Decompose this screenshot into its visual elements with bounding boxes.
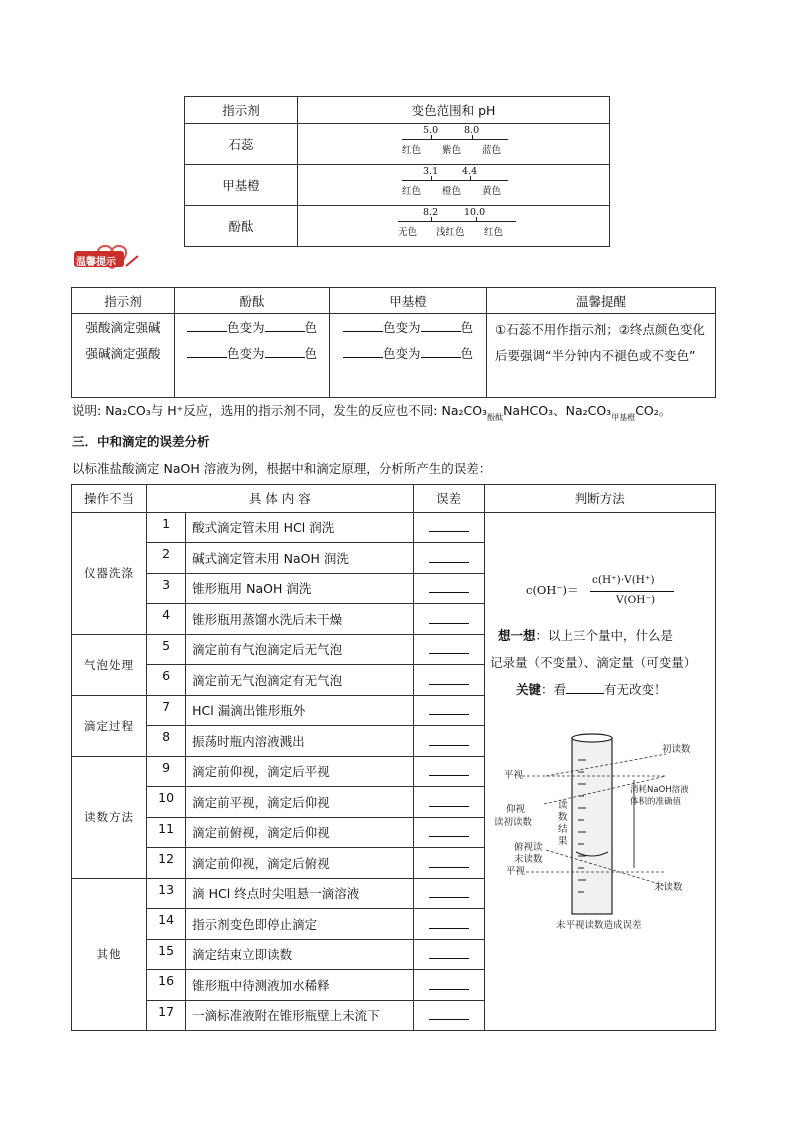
indicator-name: 石蕊 <box>185 124 298 165</box>
diagram-label: 平视 <box>504 770 524 781</box>
answer-blank[interactable] <box>265 345 305 358</box>
error-cell <box>413 970 484 1001</box>
header-indicator: 指示剂 <box>72 288 175 314</box>
row-content: 滴定前无气泡滴定有无气泡 <box>186 665 413 696</box>
row-number: 9 <box>147 756 186 787</box>
row-number: 5 <box>147 634 186 665</box>
judgment-panel <box>486 512 714 984</box>
error-cell <box>413 634 484 665</box>
answer-blank[interactable] <box>429 855 469 868</box>
color-change-cell <box>175 314 330 340</box>
color-label: 紫色 <box>442 145 462 156</box>
header-range: 变色范围和 pH <box>298 97 610 124</box>
formula-lhs: c(OH⁻)＝ <box>526 583 579 597</box>
row-content: 锥形瓶中待测液加水稀释 <box>186 970 413 1001</box>
color-text: 色 <box>460 345 474 361</box>
ph-scale <box>298 165 609 205</box>
row-content: 一滴标准液附在锥形瓶壁上未流下 <box>186 1000 413 1031</box>
diagram-label: 平视 <box>506 866 526 877</box>
color-label: 红色 <box>402 186 422 197</box>
row-content: 滴定前平视，滴定后仰视 <box>186 787 413 818</box>
diagram-label: 俯视读 <box>514 842 543 853</box>
indicator-name: 甲基橙 <box>185 165 298 206</box>
answer-blank[interactable] <box>187 345 227 358</box>
row-number: 12 <box>147 848 186 879</box>
row-number: 17 <box>147 1000 186 1031</box>
row-content: 滴定前仰视，滴定后平视 <box>186 756 413 787</box>
color-label: 浅红色 <box>436 227 465 238</box>
formula-numerator: c(H⁺)·V(H⁺) <box>592 574 655 586</box>
error-cell <box>413 817 484 848</box>
ph-value: 5.0 <box>423 125 439 136</box>
answer-blank[interactable] <box>429 977 469 990</box>
row-number: 8 <box>147 726 186 757</box>
color-change-text: 色变为 <box>226 345 265 361</box>
diagram-label: 消耗NaOH溶液 <box>630 785 689 795</box>
error-cell <box>413 848 484 879</box>
row-content: 振荡时瓶内溶液溅出 <box>186 726 413 757</box>
think-line-2: 记录量（不变量）、滴定量（可变量） <box>490 655 697 670</box>
key-label: 关键 <box>516 682 542 697</box>
header-content: 具 体 内 容 <box>147 485 413 513</box>
think-label: 想一想 <box>498 628 536 643</box>
period: 。 <box>658 403 672 418</box>
row-number: 2 <box>147 543 186 574</box>
row-number: 3 <box>147 573 186 604</box>
row-label: 强碱滴定强酸 <box>72 340 175 398</box>
color-change-cell <box>330 314 487 340</box>
burette-top <box>572 734 612 742</box>
error-cell <box>413 665 484 696</box>
header-tip: 温馨提醒 <box>487 288 716 314</box>
color-text: 色 <box>460 319 474 335</box>
key-line <box>516 680 667 698</box>
formula-denominator: V(OH⁻) <box>616 594 656 606</box>
row-content: 滴定前俯视，滴定后仰视 <box>186 817 413 848</box>
row-content: 酸式滴定管未用 HCl 润洗 <box>186 512 413 543</box>
row-content: HCl 漏滴出锥形瓶外 <box>186 695 413 726</box>
formula: NaHCO₃ <box>503 403 554 418</box>
row-number: 14 <box>147 909 186 940</box>
color-text: 色 <box>304 345 318 361</box>
error-cell <box>413 939 484 970</box>
category-label: 气泡处理 <box>72 634 147 695</box>
answer-blank[interactable] <box>429 794 469 807</box>
row-content: 滴 HCl 终点时尖咀悬一滴溶液 <box>186 878 413 909</box>
row-number: 1 <box>147 512 186 543</box>
think-line <box>498 626 673 644</box>
answer-blank[interactable] <box>429 885 469 898</box>
answer-blank[interactable] <box>421 319 461 332</box>
header-indicator: 指示剂 <box>185 97 298 124</box>
row-label: 强酸滴定强碱 <box>72 314 175 340</box>
error-cell <box>413 787 484 818</box>
diagram-label: 末读数 <box>514 854 543 865</box>
row-number: 11 <box>147 817 186 848</box>
reaction-arrow-label: 酚酞 <box>487 413 504 422</box>
header-phenolphthalein: 酚酞 <box>175 288 330 314</box>
answer-blank[interactable] <box>265 319 305 332</box>
row-number: 13 <box>147 878 186 909</box>
warm-tip-logo-text: 温馨提示 <box>76 257 116 268</box>
key-text: 有无改变！ <box>604 682 667 697</box>
think-text: ：以上三个量中，什么是 <box>535 628 674 643</box>
ph-scale-cell <box>298 165 610 206</box>
ph-value: 3.1 <box>423 166 439 177</box>
answer-blank[interactable] <box>566 681 604 694</box>
indicator-range-table <box>184 96 610 247</box>
category-label: 读数方法 <box>72 756 147 878</box>
category-label: 其他 <box>72 878 147 1031</box>
color-label: 无色 <box>398 227 418 238</box>
answer-blank[interactable] <box>429 672 469 685</box>
header-method: 判断方法 <box>484 485 715 513</box>
color-label: 橙色 <box>442 186 462 197</box>
answer-blank[interactable] <box>429 580 469 593</box>
row-number: 15 <box>147 939 186 970</box>
answer-blank[interactable] <box>429 611 469 624</box>
category-label: 仪器洗涤 <box>72 512 147 634</box>
row-content: 滴定结束立即读数 <box>186 939 413 970</box>
formula: CO₂ <box>635 403 659 418</box>
color-change-text: 色变为 <box>226 319 265 335</box>
color-text: 色 <box>304 319 318 335</box>
row-number: 10 <box>147 787 186 818</box>
ph-value: 8.2 <box>423 207 439 218</box>
diagram-label: 体积的准确值 <box>630 797 682 807</box>
diagram-label: 末读数 <box>654 882 683 893</box>
formula: Na₂CO₃ <box>105 403 151 418</box>
error-cell <box>413 695 484 726</box>
row-content: 碱式滴定管未用 NaOH 润洗 <box>186 543 413 574</box>
answer-blank[interactable] <box>429 824 469 837</box>
row-content: 锥形瓶用 NaOH 润洗 <box>186 573 413 604</box>
diagram-label: 结 <box>558 824 568 835</box>
note-text: 与 H⁺反应，选用的指示剂不同，发生的反应也不同: <box>150 403 442 418</box>
burette-reading-diagram <box>486 732 714 932</box>
header-operation: 操作不当 <box>72 485 147 513</box>
category-label: 滴定过程 <box>72 695 147 756</box>
diagram-label: 初读数 <box>662 744 691 755</box>
answer-blank[interactable] <box>343 345 383 358</box>
warm-tip-logo <box>72 242 144 272</box>
row-number: 16 <box>147 970 186 1001</box>
section-title: 三．中和滴定的误差分析 <box>72 434 210 449</box>
error-cell <box>413 1000 484 1031</box>
separator: 、 <box>553 403 566 418</box>
answer-blank[interactable] <box>429 702 469 715</box>
reaction-arrow-label: 甲基橙 <box>611 413 636 422</box>
color-change-cell <box>175 340 330 398</box>
row-number: 6 <box>147 665 186 696</box>
header-error: 误差 <box>413 485 484 513</box>
indicator-name: 酚酞 <box>185 206 298 247</box>
ph-value: 10.0 <box>464 207 486 218</box>
answer-blank[interactable] <box>429 763 469 776</box>
indicator-choice-table <box>71 287 716 398</box>
color-label: 黄色 <box>482 186 502 197</box>
diagram-label: 读 <box>558 800 568 811</box>
ph-value: 8.0 <box>464 125 480 136</box>
formula: Na₂CO₃ <box>565 403 612 418</box>
row-content: 锥形瓶用蒸馏水洗后未干燥 <box>186 604 413 635</box>
answer-blank[interactable] <box>187 319 227 332</box>
row-content: 滴定前有气泡滴定后无气泡 <box>186 634 413 665</box>
error-cell <box>413 726 484 757</box>
error-cell <box>413 512 484 543</box>
ph-scale <box>298 124 609 164</box>
answer-blank[interactable] <box>429 550 469 563</box>
error-cell <box>413 756 484 787</box>
color-label: 红色 <box>484 227 504 238</box>
error-cell <box>413 878 484 909</box>
diagram-label: 果 <box>558 836 568 847</box>
answer-blank[interactable] <box>343 319 383 332</box>
color-change-cell <box>330 340 487 398</box>
key-text: ：看 <box>541 682 567 697</box>
error-cell <box>413 573 484 604</box>
tip-text: ①石蕊不用作指示剂；②终点颜色变化后要强调“半分钟内不褪色或不变色” <box>487 314 716 398</box>
diagram-caption: 未平视读数造成误差 <box>556 920 642 931</box>
color-change-text: 色变为 <box>382 345 421 361</box>
answer-blank[interactable] <box>429 1007 469 1020</box>
ph-scale-cell <box>298 124 610 165</box>
answer-blank[interactable] <box>429 916 469 929</box>
row-content: 滴定前仰视，滴定后俯视 <box>186 848 413 879</box>
error-cell <box>413 604 484 635</box>
row-number: 7 <box>147 695 186 726</box>
answer-blank[interactable] <box>429 733 469 746</box>
ph-scale <box>298 206 609 246</box>
diagram-label: 读初读数 <box>494 817 533 828</box>
color-label: 蓝色 <box>482 145 502 156</box>
row-number: 4 <box>147 604 186 635</box>
section-intro: 以标准盐酸滴定 NaOH 溶液为例，根据中和滴定原理，分析所产生的误差： <box>72 461 492 476</box>
note-line <box>72 401 672 422</box>
answer-blank[interactable] <box>429 519 469 532</box>
answer-blank[interactable] <box>429 946 469 959</box>
formula: Na₂CO₃ <box>441 403 488 418</box>
note-prefix: 说明: <box>72 403 106 418</box>
color-label: 红色 <box>402 145 422 156</box>
ph-value: 4.4 <box>462 166 478 177</box>
error-cell <box>413 543 484 574</box>
diagram-label: 仰视 <box>506 804 526 815</box>
error-cell <box>413 909 484 940</box>
header-methyl-orange: 甲基橙 <box>330 288 487 314</box>
color-change-text: 色变为 <box>382 319 421 335</box>
row-content: 指示剂变色即停止滴定 <box>186 909 413 940</box>
answer-blank[interactable] <box>421 345 461 358</box>
ph-scale-cell <box>298 206 610 247</box>
diagram-label: 数 <box>558 812 568 823</box>
answer-blank[interactable] <box>429 641 469 654</box>
burette-tube <box>572 738 612 914</box>
